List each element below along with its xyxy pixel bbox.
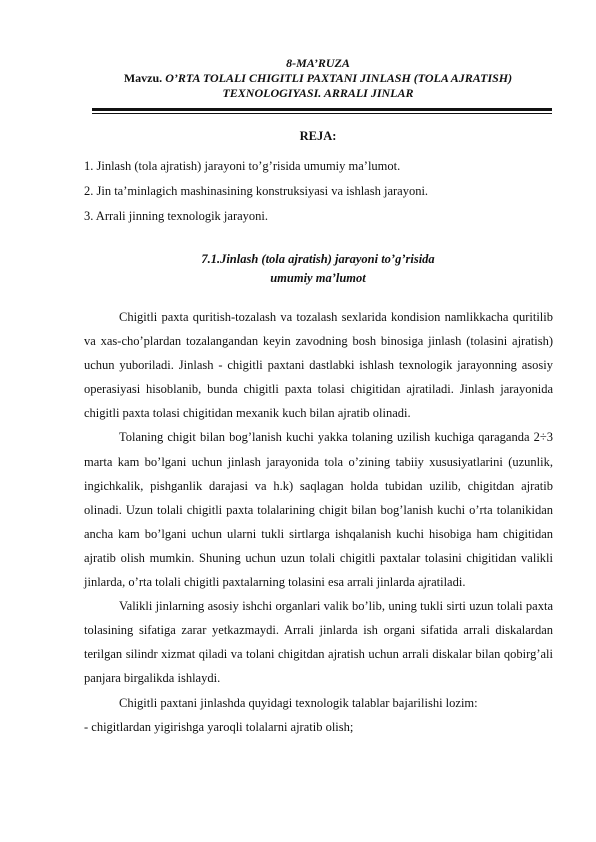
lecture-topic — [84, 71, 552, 101]
section-title-line: 7.1.Jinlash (tola ajratish) jarayoni to’g’risida — [201, 252, 435, 266]
header-divider-thick — [92, 108, 552, 111]
section-title-line: umumiy ma’lumot — [270, 271, 366, 285]
paragraph: Tolaning chigit bilan bog’lanish kuchi yakka tolaning uzilish kuchiga qaraganda 2÷3 marta kam bo’lgani uchun jinlash jarayonida tola o’zining tabiiy xususiyatlarini (uzunlik, ingichkalik, pishganlik darajasi va h.k) saqlagan holda tubidan uzilib, chigitdan ajratib olinadi. Uzun tolali chigitli paxta tolalarining chigit bilan bog’lanish kuchi o’rta tolanikidan ancha kam bo’lgani uchun ularni tukli sirtlarga ishqalanish kuchi hisobiga ham chigitidan ajratib olish mumkin. Shuning uchun uzun tolali chigitli paxtalar tolasini chigitidan valikli jinlarda, o’rta tolali chigitli paxtalarning tolasini esa arrali jinlarda ajratiladi. — [84, 430, 553, 590]
plan-item: 3. Arrali jinning texnologik jarayoni. — [84, 209, 268, 223]
plan-title: REJA: — [299, 129, 337, 143]
paragraph: Chigitli paxtani jinlashda quyidagi texnologik talablar bajarilishi lozim: — [119, 695, 478, 710]
header-divider-thin — [92, 113, 552, 114]
topic-prefix: Mavzu. — [123, 71, 163, 85]
body-text — [84, 305, 553, 739]
list-item: - chigitlardan yigirishga yaroqli tolalarni ajratib olish; — [84, 719, 354, 734]
lecture-header — [84, 56, 552, 101]
plan-item: 1. Jinlash (tola ajratish) jarayoni to’g’risida umumiy ma’lumot. — [84, 159, 401, 173]
lecture-number: 8-MA’RUZA — [286, 56, 350, 70]
paragraph: Valikli jinlarning asosiy ishchi organlari valik bo’lib, uning tukli sirti uzun tolali paxta tolasining sifatiga zarar yetkazmaydi. Arrali jinlarda ish organi sifatida arrali diskalardan terilgan silindr xizmat qiladi va tolani chigitdan ajratish uchun arrali diskalar bilan qobirg’ali panjara birgalikda ishlaydi. — [84, 599, 553, 686]
section-title — [84, 250, 552, 288]
topic-title: O’RTA TOLALI CHIGITLI PAXTANI JINLASH (TOLA AJRATISH) TEXNOLOGIYASI. ARRALI JINLAR — [165, 71, 513, 100]
paragraph: Chigitli paxta quritish-tozalash va tozalash sexlarida kondision namlikkacha quritilib va xas-cho’plardan tozalangandan keyin zavodning bosh binosiga jinlash (tolasini ajratish) uchun yuboriladi. Jinlash - chigitli paxtani dastlabki ishlash texnologik jarayonning asosiy operasiyasi hisoblanib, bunda chigitli paxta tolasi chigitidan ajratiladi. Jinlash jarayonida chigitli paxta tolasi chigitidan mexanik kuch bilan ajratib olinadi. — [84, 310, 553, 421]
plan-item: 2. Jin ta’minlagich mashinasining konstruksiyasi va ishlash jarayoni. — [84, 184, 429, 198]
plan-list — [84, 154, 554, 229]
